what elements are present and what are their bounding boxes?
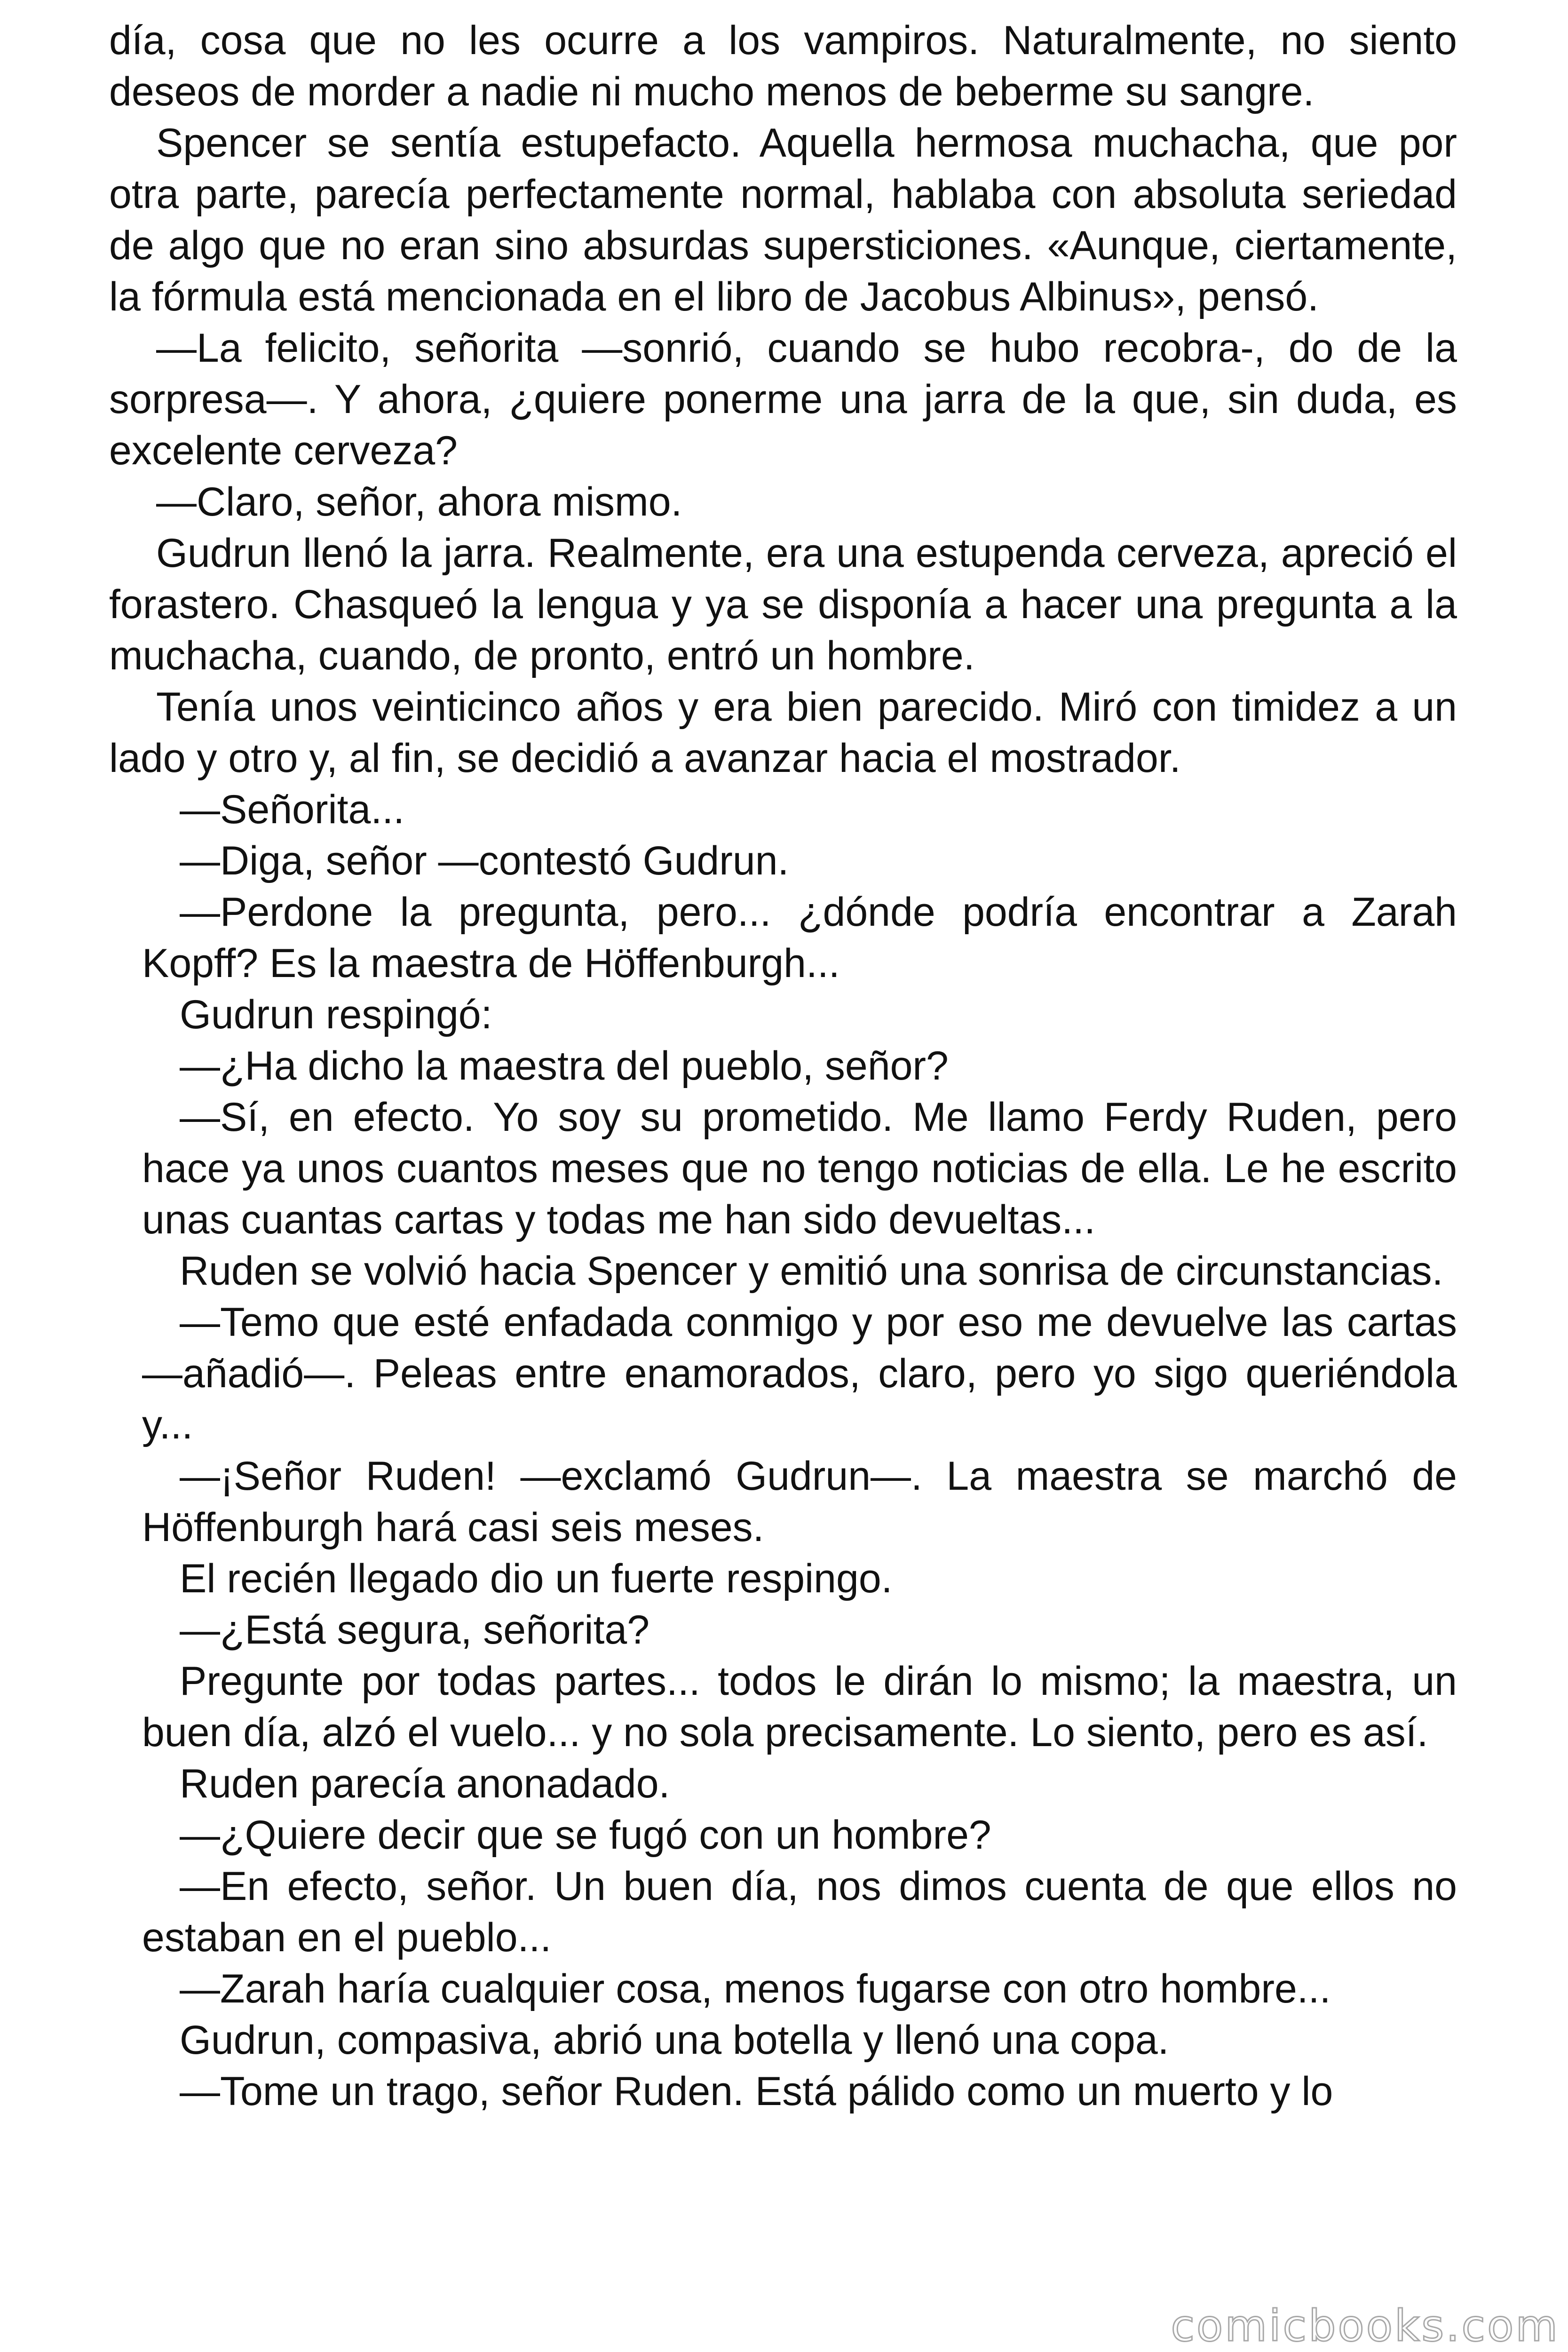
paragraph: Gudrun llenó la jarra. Realmente, era una estupenda cerveza, apreció el forastero. Chasqueó la lengua y ya se disponía a hacer una pregunta a la muchacha, cuando, de pronto, entró un hombre. xyxy=(109,531,1457,678)
paragraph: —¿Quiere decir que se fugó con un hombre? xyxy=(180,1812,991,1858)
paragraph: Tenía unos veinticinco años y era bien parecido. Miró con timidez a un lado y otro y, al fin, se decidió a avanzar hacia el mostrador. xyxy=(109,684,1457,781)
paragraph: —Zarah haría cualquier cosa, menos fugarse con otro hombre... xyxy=(180,1966,1331,2011)
paragraph: —Sí, en efecto. Yo soy su prometido. Me llamo Ferdy Ruden, pero hace ya unos cuantos meses que no tengo noticias de ella. Le he escrito unas cuantas cartas y todas me han sido devueltas... xyxy=(142,1095,1457,1242)
paragraph: Ruden parecía anonadado. xyxy=(180,1761,670,1806)
paragraph: —Señorita... xyxy=(180,787,404,832)
paragraph: —Perdone la pregunta, pero... ¿dónde podría encontrar a Zarah Kopff? Es la maestra de Höffenburgh... xyxy=(142,890,1457,986)
paragraph: Gudrun respingó: xyxy=(180,992,492,1037)
paragraph: —Tome un trago, señor Ruden. Está pálido como un muerto y lo xyxy=(180,2069,1333,2114)
body-text xyxy=(109,15,1457,2117)
paragraph: Gudrun, compasiva, abrió una botella y llenó una copa. xyxy=(180,2018,1169,2063)
watermark: comicbooks.com xyxy=(1171,2301,1560,2351)
paragraph: —¡Señor Ruden! —exclamó Gudrun—. La maestra se marchó de Höffenburgh hará casi seis meses. xyxy=(142,1454,1457,1550)
paragraph: —Claro, señor, ahora mismo. xyxy=(156,479,682,524)
paragraph: Ruden se volvió hacia Spencer y emitió una sonrisa de circunstancias. xyxy=(180,1248,1443,1294)
paragraph: —Temo que esté enfadada conmigo y por eso me devuelve las cartas —añadió—. Peleas entre enamorados, claro, pero yo sigo queriéndola y... xyxy=(142,1300,1457,1447)
paragraph: Spencer se sentía estupefacto. Aquella hermosa muchacha, que por otra parte, parecía perfectamente normal, hablaba con absoluta seriedad de algo que no eran sino absurdas supersticiones. «Aunque, ciertamente, la fórmula está mencionada en el libro de Jacobus Albinus», pensó. xyxy=(109,120,1457,319)
paragraph: —¿Ha dicho la maestra del pueblo, señor? xyxy=(180,1043,949,1089)
paragraph: día, cosa que no les ocurre a los vampiros. Naturalmente, no siento deseos de morder a nadie ni mucho menos de beberme su sangre. xyxy=(109,18,1457,114)
paragraph: Pregunte por todas partes... todos le dirán lo mismo; la maestra, un buen día, alzó el vuelo... y no sola precisamente. Lo siento, pero es así. xyxy=(142,1659,1457,1755)
paragraph: —¿Está segura, señorita? xyxy=(180,1607,650,1653)
paragraph: —En efecto, señor. Un buen día, nos dimos cuenta de que ellos no estaban en el pueblo... xyxy=(142,1864,1457,1960)
paragraph: El recién llegado dio un fuerte respingo. xyxy=(180,1556,893,1601)
paragraph: —Diga, señor —contestó Gudrun. xyxy=(180,838,789,883)
paragraph: —La felicito, señorita —sonrió, cuando se hubo recobra-, do de la sorpresa—. Y ahora, ¿quiere ponerme una jarra de la que, sin duda, es excelente cerveza? xyxy=(109,326,1457,473)
